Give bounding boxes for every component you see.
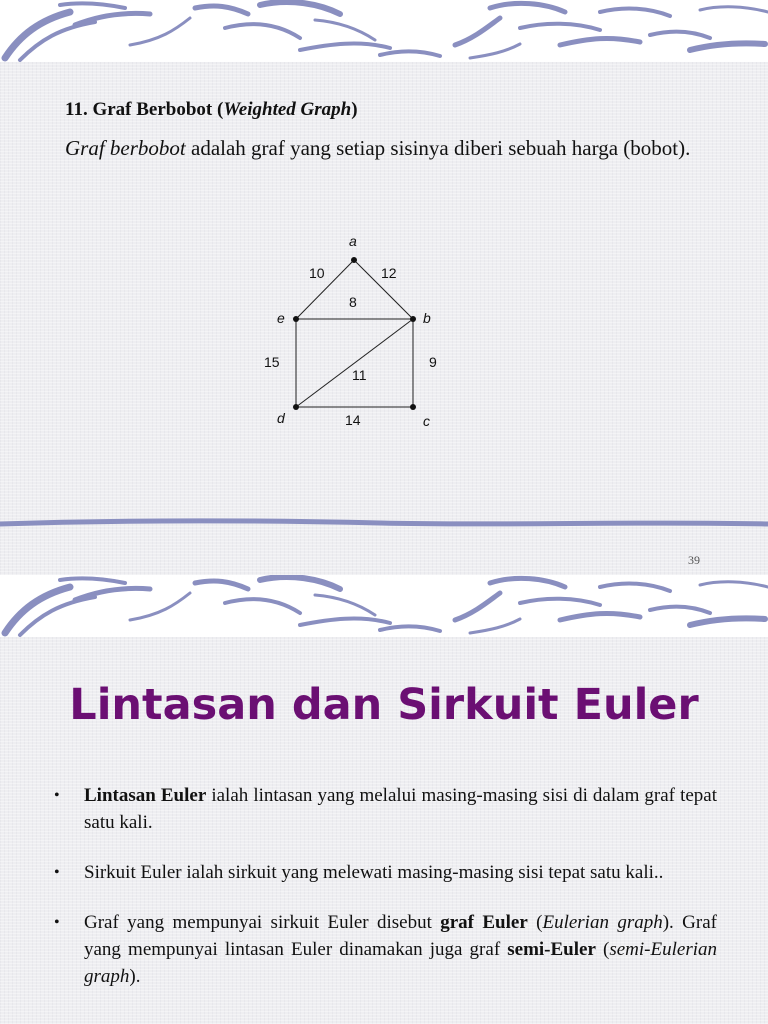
bullet-list xyxy=(54,782,717,1013)
bullet-dot: • xyxy=(54,914,60,931)
vertex-d xyxy=(293,404,299,410)
vertex-a xyxy=(351,257,357,263)
vertex-label-b: b xyxy=(423,310,431,326)
slide-bottom-rule xyxy=(0,515,768,531)
bullet-term: Lintasan Euler xyxy=(84,785,207,806)
decorative-swirl-banner xyxy=(0,575,768,637)
edge-weight-e-d: 15 xyxy=(264,354,280,370)
bullet-euler-circuit xyxy=(54,859,717,886)
edge-weight-e-b: 8 xyxy=(349,294,357,310)
definition-text xyxy=(65,134,730,163)
edge-d-b xyxy=(296,319,413,407)
vertex-label-c: c xyxy=(423,413,430,429)
bullet-text-part: ). xyxy=(129,966,141,987)
edge-weight-d-b: 11 xyxy=(352,367,367,383)
bullet-dot: • xyxy=(54,864,60,881)
bullet-text: Sirkuit Euler ialah sirkuit yang melewati masing-masing sisi tepat satu kali.. xyxy=(84,862,664,883)
vertex-label-e: e xyxy=(277,310,285,326)
section-heading: 11. Graf Berbobot (Weighted Graph) xyxy=(65,99,358,120)
vertex-e xyxy=(293,316,299,322)
bullet-text-part: Graf yang mempunyai sirkuit Euler disebut xyxy=(84,912,441,933)
edge-a-e xyxy=(296,260,354,319)
section-term: Graf Berbobot xyxy=(92,99,213,120)
bullet-term: semi-Euler xyxy=(507,939,596,960)
edge-weight-d-c: 14 xyxy=(345,412,361,428)
edge-weight-a-b: 12 xyxy=(381,265,397,281)
bullet-term: graf Euler xyxy=(440,912,528,933)
definition-term: Graf berbobot xyxy=(65,136,186,160)
section-term-english: Weighted Graph xyxy=(223,99,352,120)
vertex-label-d: d xyxy=(277,410,285,426)
bullet-dot: • xyxy=(54,787,60,804)
bullet-text: ialah lintasan yang melalui masing-masing sisi di dalam graf tepat satu kali. xyxy=(84,785,717,833)
vertex-c xyxy=(410,404,416,410)
edge-weight-a-e: 10 xyxy=(309,265,325,281)
vertex-b xyxy=(410,316,416,322)
decorative-swirl-banner xyxy=(0,0,768,62)
weighted-graph-figure xyxy=(255,228,455,433)
edge-weight-b-c: 9 xyxy=(429,354,437,370)
bullet-text-part: ). Graf yang mempunyai lintasan Euler dinamakan juga graf xyxy=(84,912,717,960)
bullet-text-part: ( xyxy=(595,939,610,960)
vertex-label-a: a xyxy=(349,233,357,249)
bullet-euler-path xyxy=(54,782,717,836)
section-number: 11. xyxy=(65,99,88,120)
definition-body: adalah graf yang setiap sisinya diberi sebuah harga (bobot). xyxy=(185,136,691,160)
page-number: 39 xyxy=(688,553,700,567)
bullet-text-part: ( xyxy=(527,912,543,933)
bullet-euler-graph xyxy=(54,909,717,990)
bullet-term-english: Eulerian graph xyxy=(542,912,663,933)
slide-title: Lintasan dan Sirkuit Euler xyxy=(69,680,699,730)
bullet-term-english: semi-Eulerian graph xyxy=(84,939,717,987)
